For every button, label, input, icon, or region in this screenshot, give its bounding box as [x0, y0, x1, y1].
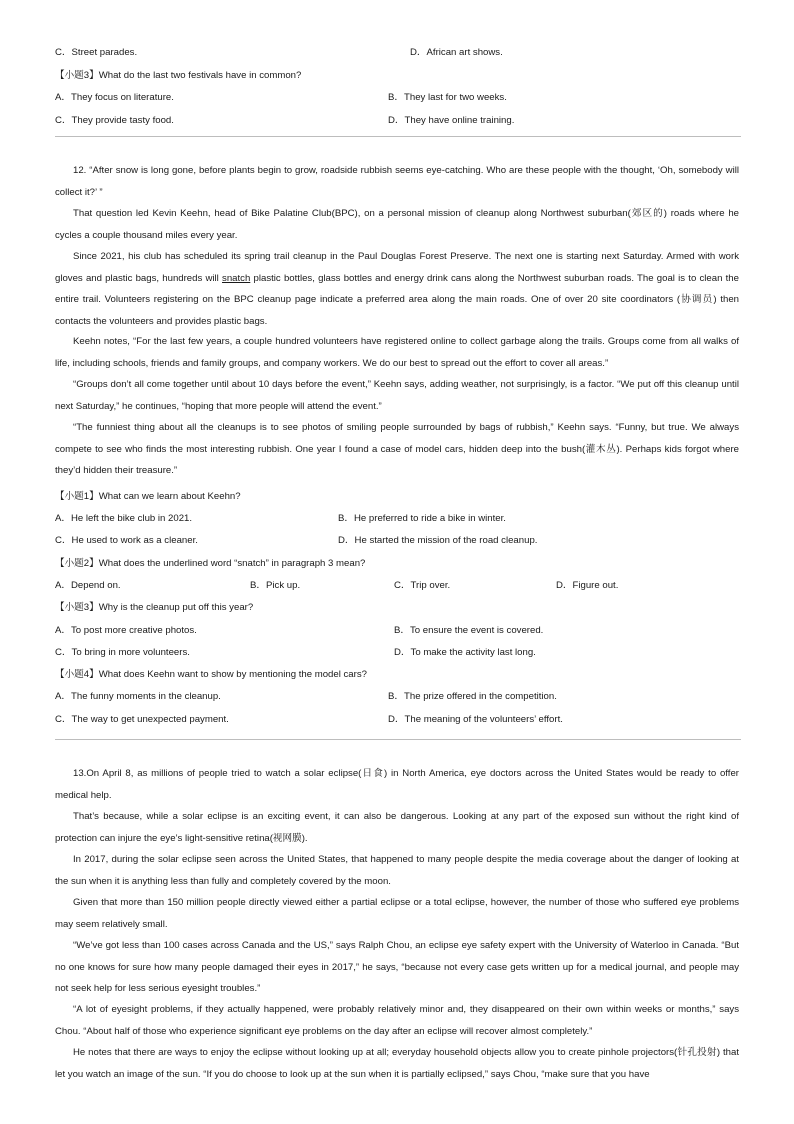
passage-13-paragraph-1: 13.On April 8, as millions of people tried to watch a solar eclipse(日食) in North America, eye doctors across the United States would be ready to offer medical help.	[55, 768, 739, 801]
question-stem: 【小题1】What can we learn about Keehn?	[55, 491, 241, 502]
passage-13-paragraph-7: He notes that there are ways to enjoy the eclipse without looking up at all; everyday household objects allow you to create pinhole projectors(针孔投射) that let you watch an image of the sun. “If you do choose to look up at the sun when it is partially eclipsed,” says Chou, “make sure that you have	[55, 1047, 739, 1080]
option-b: B．The prize offered in the competition.	[388, 691, 557, 702]
passage-13-paragraph-4: Given that more than 150 million people directly viewed either a partial eclipse or a total eclipse, however, the number of those who suffered eye problems may seem relatively small.	[55, 897, 739, 930]
option-a: A．Depend on.	[55, 580, 121, 591]
passage-12-paragraph-6: “The funniest thing about all the cleanups is to see photos of smiling people surrounded by bags of rubbish,” Keehn says. “Funny, but true. We always compete to see who finds the most interesting rubbish. One year I found a case of model cars, hidden deep into the bush(灌木丛). Perhaps kids forgot where they’d hidden their treasure.”	[55, 422, 739, 477]
option-b: B．To ensure the event is covered.	[394, 625, 544, 636]
paragraph-text: plastic bottles, glass bottles and energy drink cans along the Northwest suburban roads. The goal is to clean the entire trail. Volunteers registering on the BPC cleanup page indicate a preferred area along the main roads. One of over 20 site coordinators (协调员) then contacts the volunteers and provides plastic bags.	[55, 272, 739, 327]
option-d: D．He started the mission of the road cleanup.	[338, 535, 538, 546]
option-c: C．Street parades.	[55, 47, 138, 58]
option-b: B．They last for two weeks.	[388, 92, 507, 103]
underlined-word: snatch	[222, 272, 251, 284]
question-stem: 【小题3】What do the last two festivals have in common?	[55, 70, 302, 81]
question-stem: 【小题4】What does Keehn want to show by mentioning the model cars?	[55, 669, 367, 680]
option-c: C．He used to work as a cleaner.	[55, 535, 198, 546]
option-a: A．The funny moments in the cleanup.	[55, 691, 221, 702]
section-divider	[55, 136, 741, 137]
passage-13-paragraph-2: That’s because, while a solar eclipse is an exciting event, it can also be dangerous. Looking at any part of the exposed sun without the right kind of protection can injure the eye’s light-sensitive retina(视网膜).	[55, 811, 739, 844]
passage-12-paragraph-2: That question led Kevin Keehn, head of Bike Palatine Club(BPC), on a personal mission of cleanup along Northwest suburban(郊区的) roads where he cycles a couple thousand miles every year.	[55, 208, 739, 241]
passage-12-paragraph-1: 12. “After snow is long gone, before plants begin to grow, roadside rubbish seems eye-catching. Who are these people with the thought, ‘Oh, somebody will collect it?’ ”	[55, 165, 739, 198]
option-b: B．He preferred to ride a bike in winter.	[338, 513, 506, 524]
passage-12-paragraph-5: “Groups don’t all come together until about 10 days before the event,” Keehn says, adding weather, not surprisingly, is a factor. “We put off this cleanup until next Saturday,” he continues, “hoping that more people will attend the event.”	[55, 379, 739, 412]
option-a: A．He left the bike club in 2021.	[55, 513, 193, 524]
option-a: A．To post more creative photos.	[55, 625, 197, 636]
passage-13-paragraph-6: “A lot of eyesight problems, if they actually happened, were probably relatively minor and, they disappeared on their own within weeks or months,” says Chou. “About half of those who experience significant eye problems on the day after an eclipse will recover almost completely.”	[55, 1004, 739, 1037]
question-stem: 【小题2】What does the underlined word “snatch” in paragraph 3 mean?	[55, 558, 366, 569]
passage-12-paragraph-4: Keehn notes, “For the last few years, a couple hundred volunteers have registered online to collect garbage along the trails. Groups come from all walks of life, including schools, friends and family groups, and company workers. We do our best to spread out the effort to cover all areas.”	[55, 336, 739, 369]
option-d: D．African art shows.	[410, 47, 503, 58]
question-stem: 【小题3】Why is the cleanup put off this year?	[55, 602, 254, 613]
option-d: D．Figure out.	[556, 580, 619, 591]
passage-12-paragraph-3	[55, 246, 739, 332]
option-c: C．They provide tasty food.	[55, 115, 174, 126]
option-d: D．They have online training.	[388, 115, 515, 126]
option-d: D．The meaning of the volunteers’ effort.	[388, 714, 563, 725]
option-a: A．They focus on literature.	[55, 92, 174, 103]
paragraph-text: Since 2021, his club has scheduled its spring trail cleanup in the Paul Douglas Forest Preserve. The next one is starting next Saturday. Armed with work gloves and plastic bags, hundreds will	[55, 251, 739, 284]
section-divider	[55, 739, 741, 740]
option-b: B．Pick up.	[250, 580, 301, 591]
option-d: D．To make the activity last long.	[394, 647, 536, 658]
option-c: C．Trip over.	[394, 580, 451, 591]
option-c: C．The way to get unexpected payment.	[55, 714, 229, 725]
passage-13-paragraph-3: In 2017, during the solar eclipse seen across the United States, that happened to many people despite the media coverage about the danger of looking at the sun when it is anything less than fully and completely covered by the moon.	[55, 854, 739, 887]
passage-13-paragraph-5: “We’ve got less than 100 cases across Canada and the US,” says Ralph Chou, an eclipse eye safety expert with the University of Waterloo in Canada. “But no one knows for sure how many people damaged their eyes in 2017,” he says, “because not every case gets written up for a medical journal, and people may not seek help for less serious eyesight troubles.”	[55, 940, 739, 995]
option-c: C．To bring in more volunteers.	[55, 647, 190, 658]
